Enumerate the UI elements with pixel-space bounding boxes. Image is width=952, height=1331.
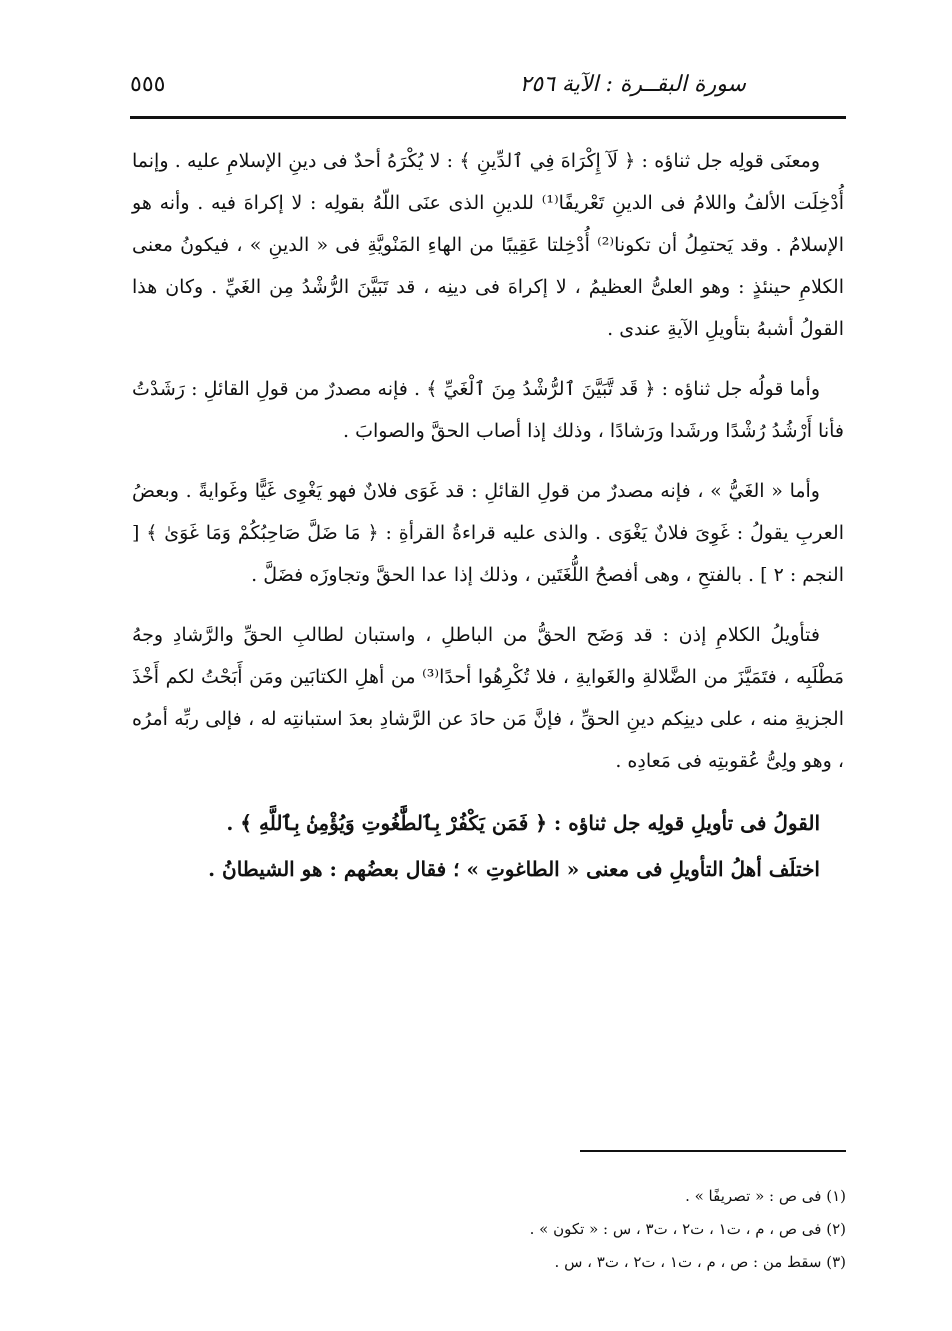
page-number: ٥٥٥ bbox=[130, 72, 166, 97]
paragraph: وأما « الغَيُّ » ، فإنه مصدرٌ من قولِ القائلِ : قد غَوَى فلانٌ فهو يَغْوِى غَيًّا وغَوايةً . وبعضُ العربِ يقولُ : غَوِىَ فلانٌ يَغْوَى . والذى عليه قراءةُ القرأةِ : ﴿ مَا ضَلَّ صَاحِبُكُمْ وَمَا غَوَىٰ ﴾ [ النجم : ٢ ] . بالفتحِ ، وهى أفصحُ اللُّغَتَين ، وذلك إذا عدا الحقَّ وتجاوزَه فضَلَّ . bbox=[132, 480, 844, 586]
paragraph: فتأويلُ الكلامِ إذن : قد وَضَح الحقُّ من الباطلِ ، واستبان لطالبِ الحقِّ والرَّشادِ وجهُ مَطْلَبِه ، فتَمَيَّزَ من الضَّلالةِ والغَوايةِ ، فلا تُكْرِهُوا أحدًا⁽³⁾ من أهلِ الكتابَين ومَن أَبَحْتُ لكم أَخْذَ الجزيةِ منه ، على دينِكم دينِ الحقِّ ، فإنَّ مَن حادَ عن الرَّشادِ بعدَ استبانتِه له ، فإلى ربِّه أمرُه ، وهو ولِىُّ عُقوبتِه فى مَعادِه . bbox=[132, 624, 844, 772]
main-text bbox=[132, 140, 844, 892]
bold-statement: اختلَف أهلُ التأويلِ فى معنى « الطاغوتِ » ؛ فقال بعضُهم : هو الشيطانُ . bbox=[208, 857, 820, 881]
footnote: (١) فى ص : « تصريفًا » . bbox=[685, 1187, 846, 1205]
paragraph: وأما قولُه جل ثناؤه : ﴿ قَد تَّبَيَّنَ ٱلرُّشْدُ مِنَ ٱلْغَيِّ ﴾ . فإنه مصدرٌ من قولِ القائلِ : رَشَدْتُ فأنا أَرْشُدُ رُشْدًا ورشَدا ورَشادًا ، وذلك إذا أصاب الحقَّ والصوابَ . bbox=[132, 378, 844, 442]
running-title: سورة البقــرة : الآية ٢٥٦ bbox=[519, 72, 746, 97]
header-divider bbox=[130, 116, 846, 119]
footnotes bbox=[300, 1180, 846, 1279]
footnote: (٢) فى ص ، م ، ت١ ، ت٢ ، ت٣ ، س : « تكون » . bbox=[529, 1220, 846, 1238]
page-header bbox=[130, 66, 846, 110]
footnote: (٣) سقط من : ص ، م ، ت١ ، ت٢ ، ت٣ ، س . bbox=[554, 1253, 846, 1271]
footnote-divider bbox=[580, 1150, 846, 1152]
paragraph: ومعنَى قولِه جل ثناؤه : ﴿ لَآ إِكْرَاهَ فِي ٱلدِّينِ ﴾ : لا يُكْرَهُ أحدٌ فى دينِ الإسلامِ عليه . وإنما أُدْخِلَت الألفُ واللامُ فى الدينِ تَعْريفًا⁽¹⁾ للدينِ الذى عنَى اللّهُ بقولِه : لا إكراهَ فيه . وأنه هو الإسلامُ . وقد يَحتمِلُ أن تكونا⁽²⁾ أُدْخِلتا عَقِيبًا من الهاءِ المَنْويَّةِ فى « الدينِ » ، فيكونُ معنى الكلامِ حينئذٍ : وهو العلىُّ العظيمُ ، لا إكراهَ فى دينِه ، قد تَبَيَّنَ الرُّشْدُ مِن الغَيِّ . وكان هذا القولُ أشبهُ بتأويلِ الآيةِ عندى . bbox=[132, 150, 844, 340]
section-heading: القولُ فى تأويلِ قولِه جل ثناؤه : ﴿ فَمَن يَكْفُرْ بِٱلطَّٰغُوتِ وَيُؤْمِنۢ بِٱللَّهِ ﴾ . bbox=[226, 811, 820, 835]
